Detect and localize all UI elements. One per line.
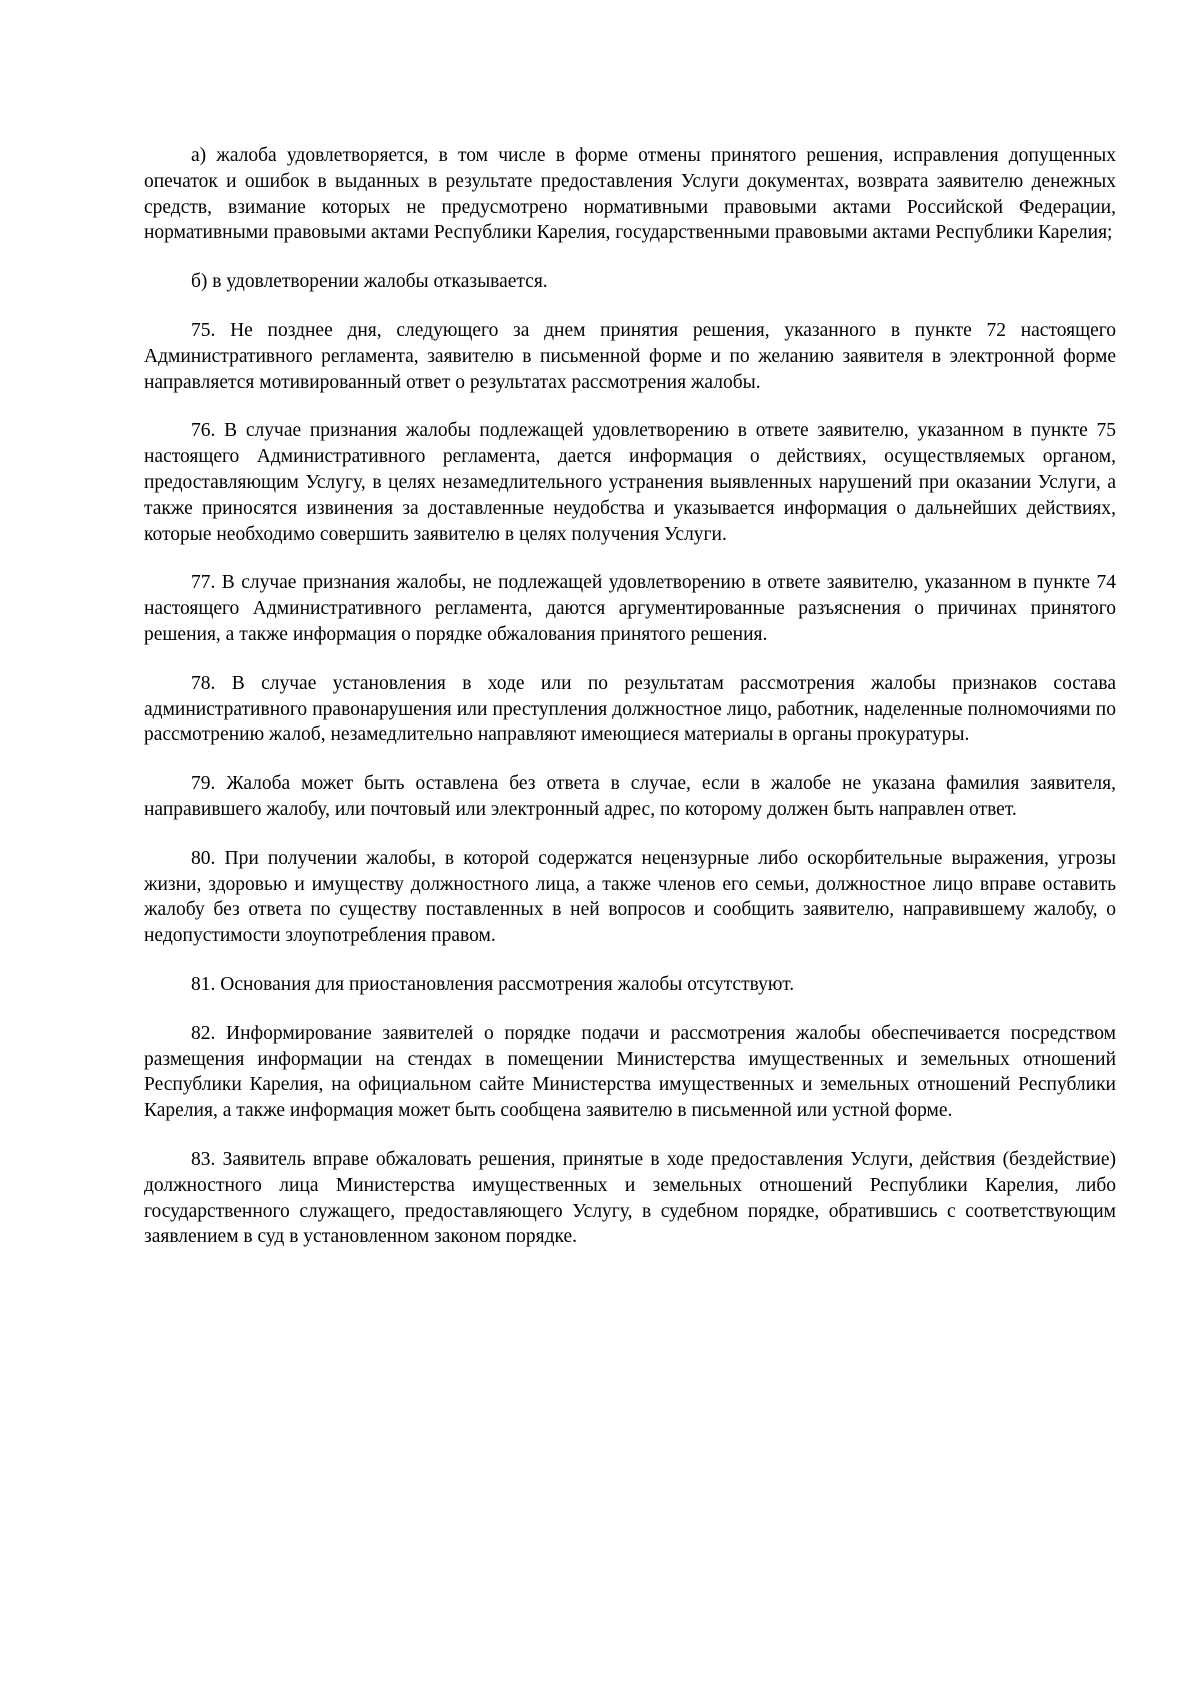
paragraph-82: 82. Информирование заявителей о порядке подачи и рассмотрения жалобы обеспечивается посредством размещения информации на стендах в помещении Министерства имущественных и земельных отношений Республики Карелия, на официальном сайте Министерства имущественных и земельных отношений Республики Карелия, а также информация может быть сообщена заявителю в письменной или устной форме. [144,1022,1116,1122]
paragraph-b: б) в удовлетворении жалобы отказывается. [191,271,548,293]
paragraph-a: а) жалоба удовлетворяется, в том числе в форме отмены принятого решения, исправления допущенных опечаток и ошибок в выданных в результате предоставления Услуги документах, возврата заявителю денежных средств, взимание которых не предусмотрено нормативными правовыми актами Российской Федерации, нормативными правовыми актами Республики Карелия, государственными правовыми актами Республики Карелия; [144,145,1116,244]
paragraph-78: 78. В случае установления в ходе или по результатам рассмотрения жалобы признаков состава административного правонарушения или преступления должностное лицо, работник, наделенные полномочиями по рассмотрению жалоб, незамедлительно направляют имеющиеся материалы в органы прокуратуры. [144,672,1116,746]
paragraph-77: 77. В случае признания жалобы, не подлежащей удовлетворению в ответе заявителю, указанном в пункте 74 настоящего Административного регламента, даются аргументированные разъяснения о причинах принятого решения, а также информация о порядке обжалования принятого решения. [144,572,1116,645]
paragraph-81: 81. Основания для приостановления рассмотрения жалобы отсутствуют. [191,973,795,995]
paragraph-76: 76. В случае признания жалобы подлежащей удовлетворению в ответе заявителю, указанном в пункте 75 настоящего Административного регламента, дается информация о действиях, осуществляемых органом, предоставляющим Услугу, в целях незамедлительного устранения выявленных нарушений при оказании Услуги, а также приносятся извинения за доставленные неудобства и указывается информация о дальнейших действиях, которые необходимо совершить заявителю в целях получения Услуги. [144,420,1116,545]
paragraph-83: 83. Заявитель вправе обжаловать решения, принятые в ходе предоставления Услуги, действия (бездействие) должностного лица Министерства имущественных и земельных отношений Республики Карелия, либо государственного служащего, предоставляющего Услугу, в судебном порядке, обратившись с соответствующим заявлением в суд в установленном законом порядке. [144,1148,1116,1248]
paragraph-79: 79. Жалоба может быть оставлена без ответа в случае, если в жалобе не указана фамилия заявителя, направившего жалобу, или почтовый или электронный адрес, по которому должен быть направлен ответ. [144,773,1116,820]
paragraph-75: 75. Не позднее дня, следующего за днем принятия решения, указанного в пункте 72 настоящего Административного регламента, заявителю в письменной форме и по желанию заявителя в электронной форме направляется мотивированный ответ о результатах рассмотрения жалобы. [144,319,1116,393]
document-page [144,143,1116,1273]
paragraph-80: 80. При получении жалобы, в которой содержатся нецензурные либо оскорбительные выражения, угрозы жизни, здоровью и имуществу должностного лица, а также членов его семьи, должностное лицо вправе оставить жалобу без ответа по существу поставленных в ней вопросов и сообщить заявителю, направившему жалобу, о недопустимости злоупотребления правом. [144,847,1116,947]
